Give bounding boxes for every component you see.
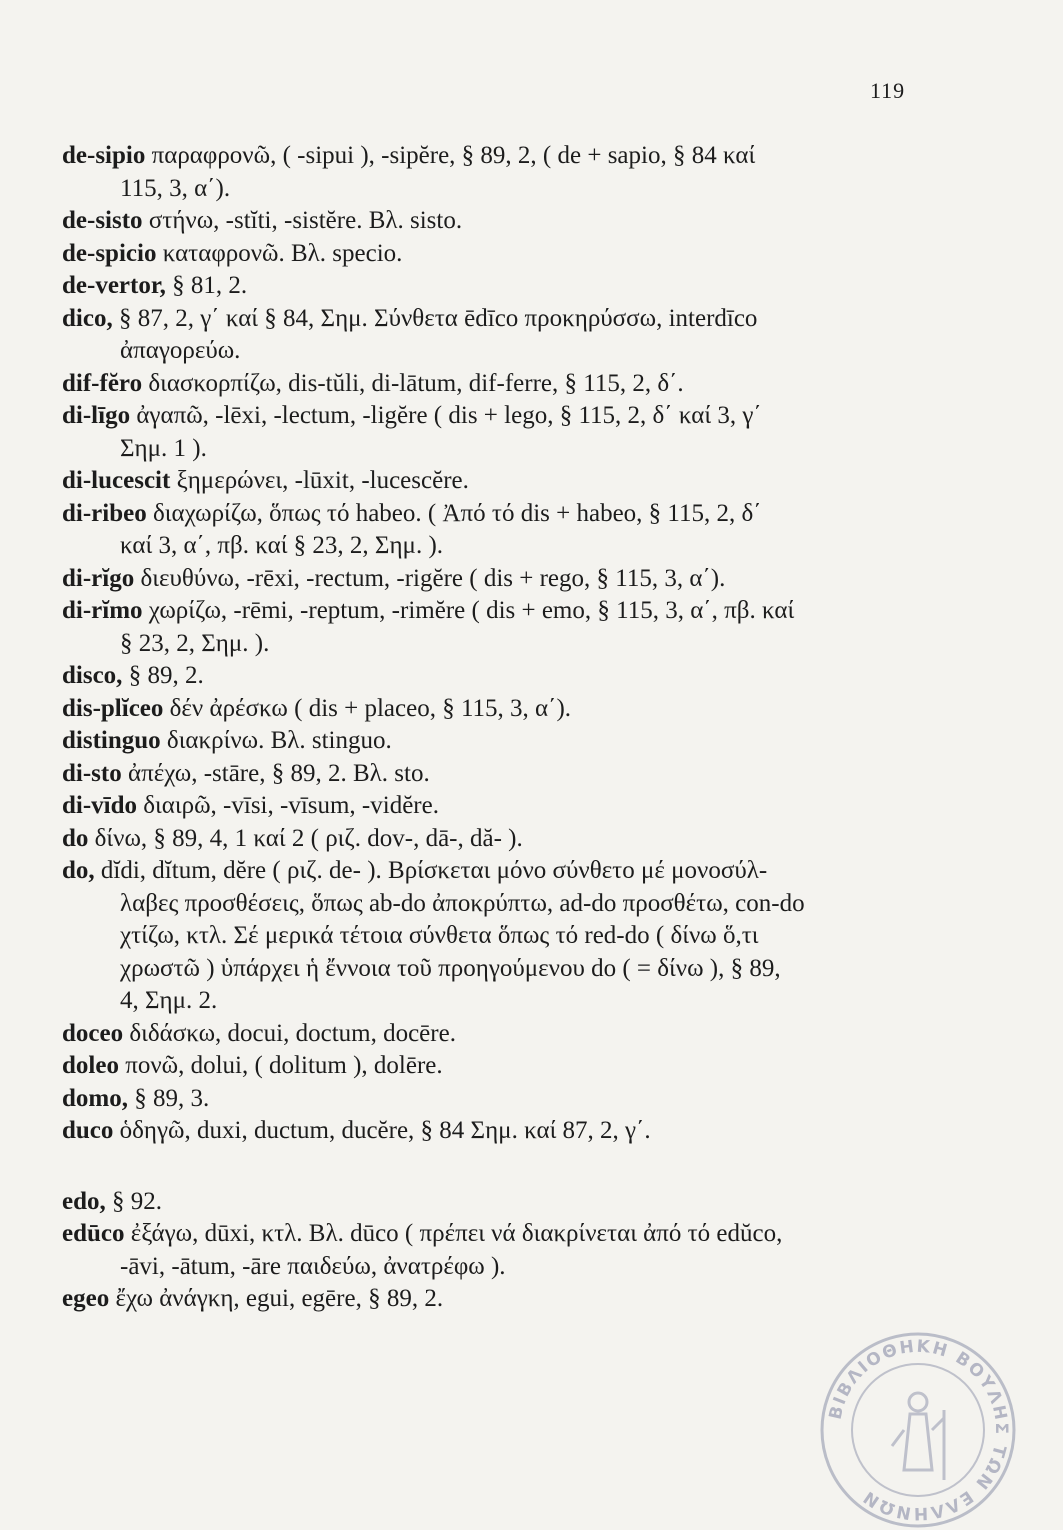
entry-definition: ξημερώνει, -lūxit, -lucescĕre. <box>176 467 469 494</box>
section-gap <box>62 1148 962 1186</box>
entry-definition: § 89, 3. <box>134 1084 210 1112</box>
dictionary-entry <box>62 660 962 693</box>
entry-lemma: doceo <box>62 1019 124 1047</box>
entry-continuation: § 23, 2, Σημ. ). <box>120 629 270 657</box>
entry-definition: § 89, 2. <box>128 662 204 689</box>
entry-lemma: egeo <box>62 1285 110 1312</box>
dictionary-entry <box>62 1050 962 1083</box>
entry-continuation: 4, Σημ. 2. <box>120 987 218 1014</box>
entry-definition: διαιρῶ, -vīsi, -vīsum, -vidĕre. <box>143 792 439 819</box>
dictionary-entry <box>62 758 962 791</box>
dictionary-entry <box>62 725 962 758</box>
entry-lemma: dis-plĭceo <box>62 694 164 722</box>
dictionary-entry <box>62 693 962 726</box>
dictionary-entry <box>62 205 962 238</box>
entry-lemma: di-rĭmo <box>62 597 143 624</box>
entry-lemma: de-sipio <box>62 142 146 169</box>
entry-continuation: 115, 3, α΄). <box>120 174 231 202</box>
entry-lemma: di-ribeo <box>62 499 147 527</box>
entry-lemma: de-sisto <box>62 207 143 234</box>
entry-definition: στήνω, -stĭti, -sistĕre. Βλ. sisto. <box>148 207 463 234</box>
dictionary-entry <box>62 238 962 271</box>
dictionary-entry <box>62 1218 962 1283</box>
seal-figure-icon <box>892 1393 944 1480</box>
entry-lemma: edūco <box>62 1220 125 1247</box>
dictionary-entry <box>62 303 962 368</box>
entry-continuation: ἀπαγορεύω. <box>120 337 241 364</box>
entry-lemma: domo, <box>62 1084 128 1112</box>
entry-lemma: do, <box>62 857 95 884</box>
entry-definition: διακρίνω. Βλ. stinguo. <box>166 727 392 754</box>
entry-lemma: duco <box>62 1117 114 1144</box>
entry-definition: ὁδηγῶ, duxi, ductum, ducĕre, § 84 Σημ. καί 87, 2, γ΄. <box>119 1117 651 1144</box>
entry-lemma: dico, <box>62 304 113 332</box>
entry-lemma: di-līgo <box>62 402 131 429</box>
library-seal-stamp <box>818 1330 1018 1530</box>
entry-lemma: di-vīdo <box>62 792 138 819</box>
entry-definition: διασκορπίζω, dis-tŭli, di-lātum, dif-ferre, § 115, 2, δ΄. <box>148 369 684 397</box>
svg-text:ΒΙΒΛΙΟΘΗΚΗ ΒΟΥΛΗΣ ΤΩΝ ΕΛΛΗΝΩΝ: ΒΙΒΛΙΟΘΗΚΗ ΒΟΥΛΗΣ ΤΩΝ ΕΛΛΗΝΩΝ <box>825 1336 1012 1524</box>
entry-definition: δέν ἀρέσκω ( dis + placeo, § 115, 3, α΄). <box>169 694 572 722</box>
entry-lemma: disco, <box>62 662 123 689</box>
entry-continuation: λαβες προσθέσεις, ὅπως ab-do ἀποκρύπτω, ad-do προσθέτω, con-do <box>120 889 805 917</box>
dictionary-entry <box>62 498 962 563</box>
entry-definition: πονῶ, dolui, ( dolitum ), dolēre. <box>125 1052 443 1079</box>
dictionary-entry <box>62 400 962 465</box>
entry-definition: ἔχω ἀνάγκη, egui, egēre, § 89, 2. <box>115 1285 444 1312</box>
entry-lemma: de-spicio <box>62 239 157 267</box>
entry-continuation: χτίζω, κτλ. Σέ μερικά τέτοια σύνθετα ὅπως τό red-do ( δίνω ὅ,τι <box>120 922 759 949</box>
entry-definition: ἀγαπῶ, -lēxi, -lectum, -ligĕre ( dis + lego, § 115, 2, δ΄ καί 3, γ΄ <box>136 402 762 429</box>
dictionary-entry <box>62 595 962 660</box>
entry-definition: § 81, 2. <box>172 272 248 299</box>
entry-lemma: di-rĭgo <box>62 564 135 592</box>
dictionary-entry <box>62 1186 962 1219</box>
entry-lemma: di-sto <box>62 759 122 787</box>
entry-definition: διδάσκω, docui, doctum, docēre. <box>129 1019 456 1047</box>
entry-lemma: de-vertor, <box>62 272 166 299</box>
entry-lemma: dif-fĕro <box>62 369 143 397</box>
entry-definition: διευθύνω, -rēxi, -rectum, -rigĕre ( dis + rego, § 115, 3, α΄). <box>140 564 726 592</box>
entry-continuation: καί 3, α΄, πβ. καί § 23, 2, Σημ. ). <box>120 532 444 559</box>
dictionary-entry <box>62 465 962 498</box>
entry-lemma: di-lucescit <box>62 467 171 494</box>
dictionary-entry <box>62 368 962 401</box>
dictionary-entry <box>62 270 962 303</box>
dictionary-entry <box>62 1115 962 1148</box>
entry-continuation: χρωστῶ ) ὑπάρχει ἡ ἔννοια τοῦ προηγούμενου do ( = δίνω ), § 89, <box>120 954 781 982</box>
page-number: 119 <box>870 78 906 103</box>
entry-definition: dĭdi, dĭtum, dĕre ( ριζ. de- ). Βρίσκεται μόνο σύνθετο μέ μονοσύλ- <box>100 857 768 884</box>
dictionary-entry <box>62 563 962 596</box>
entry-continuation: Σημ. 1 ). <box>120 434 207 462</box>
entry-lemma: edo, <box>62 1187 106 1215</box>
entry-lemma: distinguo <box>62 727 161 754</box>
entry-definition: χωρίζω, -rēmi, -reptum, -rimĕre ( dis + emo, § 115, 3, α΄, πβ. καί <box>148 597 795 624</box>
entry-definition: καταφρονῶ. Βλ. specio. <box>162 239 403 267</box>
entry-definition: ἐξάγω, dūxi, κτλ. Βλ. dūco ( πρέπει νά διακρίνεται ἀπό τό edŭco, <box>130 1220 783 1247</box>
dictionary-entry <box>62 1283 962 1316</box>
dictionary-entry <box>62 1083 962 1116</box>
dictionary-entry <box>62 140 962 205</box>
dictionary-entry <box>62 823 962 856</box>
dictionary-entries <box>62 140 962 1316</box>
entry-definition: δίνω, § 89, 4, 1 καί 2 ( ριζ. dov-, dā-, dă- ). <box>94 824 523 852</box>
entry-definition: παραφρονῶ, ( -sipui ), -sipĕre, § 89, 2, ( de + sapio, § 84 καί <box>151 142 756 169</box>
entry-lemma: do <box>62 824 89 852</box>
dictionary-entry <box>62 1018 962 1051</box>
entry-definition: διαχωρίζω, ὅπως τό habeo. ( Ἀπό τό dis + habeo, § 115, 2, δ΄ <box>152 499 762 527</box>
entry-definition: ἀπέχω, -stāre, § 89, 2. Βλ. sto. <box>127 759 430 787</box>
dictionary-entry <box>62 855 962 1018</box>
entry-definition: § 87, 2, γ΄ καί § 84, Σημ. Σύνθετα ēdīco προκηρύσσω, interdīco <box>118 304 758 332</box>
dictionary-entry <box>62 790 962 823</box>
entry-lemma: doleo <box>62 1052 119 1079</box>
entry-definition: § 92. <box>112 1187 162 1215</box>
entry-continuation: -āvi, -ātum, -āre παιδεύω, ἀνατρέφω ). <box>120 1252 506 1280</box>
